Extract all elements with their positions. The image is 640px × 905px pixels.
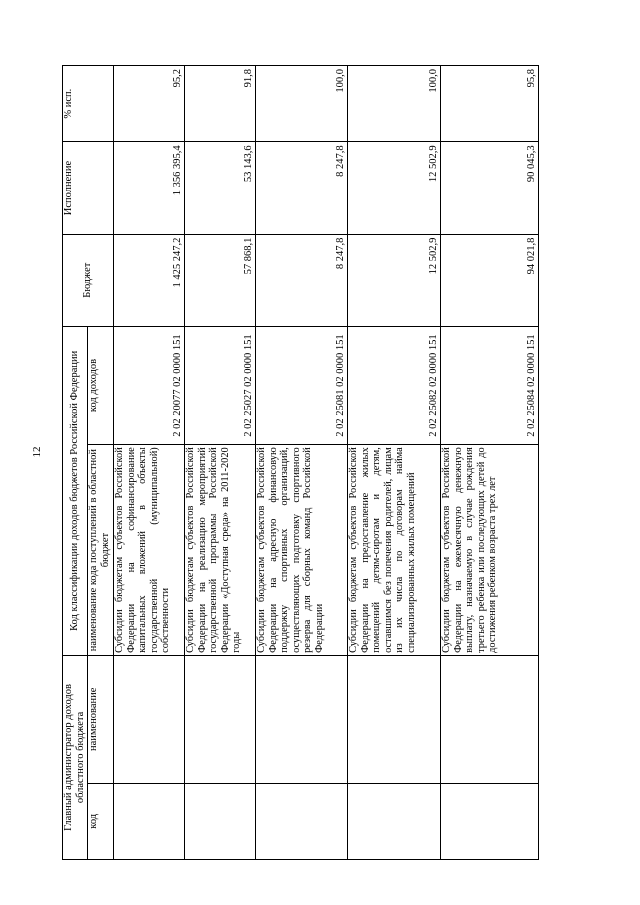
income-code-cell: 2 02 25027 02 0000 151 xyxy=(185,326,256,445)
execution-cell: 12 502,9 xyxy=(348,142,441,234)
header-execution: Исполнение xyxy=(63,142,114,234)
execution-cell: 8 247,8 xyxy=(256,142,348,234)
percent-cell: 95,8 xyxy=(441,66,539,142)
execution-cell: 53 143,6 xyxy=(185,142,256,234)
admin-code-cell xyxy=(256,783,348,859)
budget-cell: 94 021,8 xyxy=(441,234,539,326)
percent-cell: 95,2 xyxy=(114,66,185,142)
income-name-cell: Субсидии бюджетам субъектов Российской Федерации на предоставление жилых помещений детям-сиротам и детям, оставшимся без попечения родителей, лицам из их числа по договорам найма специализированных жилых помещений xyxy=(348,445,441,656)
income-code-cell: 2 02 25084 02 0000 151 xyxy=(441,326,539,445)
execution-cell: 1 356 395,4 xyxy=(114,142,185,234)
header-admin-code: код xyxy=(88,783,114,859)
budget-income-table xyxy=(62,65,539,860)
admin-code-cell xyxy=(114,783,185,859)
budget-cell: 8 247,8 xyxy=(256,234,348,326)
admin-name-cell xyxy=(114,655,185,783)
income-code-cell: 2 02 25081 02 0000 151 xyxy=(256,326,348,445)
admin-code-cell xyxy=(348,783,441,859)
header-classification-group: Код классификации доходов бюджетов Российской Федерации xyxy=(63,326,88,655)
admin-name-cell xyxy=(185,655,256,783)
rotated-table-container xyxy=(62,65,537,860)
header-percent: % исп. xyxy=(63,66,114,142)
table-row xyxy=(185,66,256,860)
budget-cell: 57 868,1 xyxy=(185,234,256,326)
income-code-cell: 2 02 25082 02 0000 151 xyxy=(348,326,441,445)
header-income-code: код доходов xyxy=(88,326,114,445)
income-code-cell: 2 02 20077 02 0000 151 xyxy=(114,326,185,445)
budget-cell: 12 502,9 xyxy=(348,234,441,326)
table-row xyxy=(441,66,539,860)
admin-name-cell xyxy=(256,655,348,783)
page-number: 12 xyxy=(31,446,43,458)
percent-cell: 100,0 xyxy=(348,66,441,142)
header-budget: Бюджет xyxy=(63,234,114,326)
header-admin-name: наименование xyxy=(88,655,114,783)
table-row xyxy=(348,66,441,860)
income-name-cell: Субсидии бюджетам субъектов Российской Федерации на адресную финансовую поддержку спортивных организаций, осуществляющих подготовку спортивного резерва для сборных команд Российской Федерации xyxy=(256,445,348,656)
header-admin-group: Главный администратор доходов областного бюджета xyxy=(63,655,88,859)
admin-name-cell xyxy=(348,655,441,783)
admin-code-cell xyxy=(185,783,256,859)
admin-name-cell xyxy=(441,655,539,783)
admin-code-cell xyxy=(441,783,539,859)
income-name-cell: Субсидии бюджетам субъектов Российской Федерации на софинансирование капитальных вложений в объекты государственной (муниципальной) собственности xyxy=(114,445,185,656)
income-name-cell: Субсидии бюджетам субъектов Российской Федерации на ежемесячную денежную выплату, назначаемую в случае рождения третьего ребенка или последующих детей до достижения ребенком возраста трех лет xyxy=(441,445,539,656)
execution-cell: 90 045,3 xyxy=(441,142,539,234)
table-row xyxy=(256,66,348,860)
percent-cell: 100,0 xyxy=(256,66,348,142)
percent-cell: 91,8 xyxy=(185,66,256,142)
budget-cell: 1 425 247,2 xyxy=(114,234,185,326)
income-name-cell: Субсидии бюджетам субъектов Российской Федерации на реализацию мероприятий государственной программы Российской Федерации «Доступная среда» на 2011-2020 годы xyxy=(185,445,256,656)
table-row xyxy=(114,66,185,860)
header-income-name: наименование кода поступлений в областной бюджет xyxy=(88,445,114,656)
